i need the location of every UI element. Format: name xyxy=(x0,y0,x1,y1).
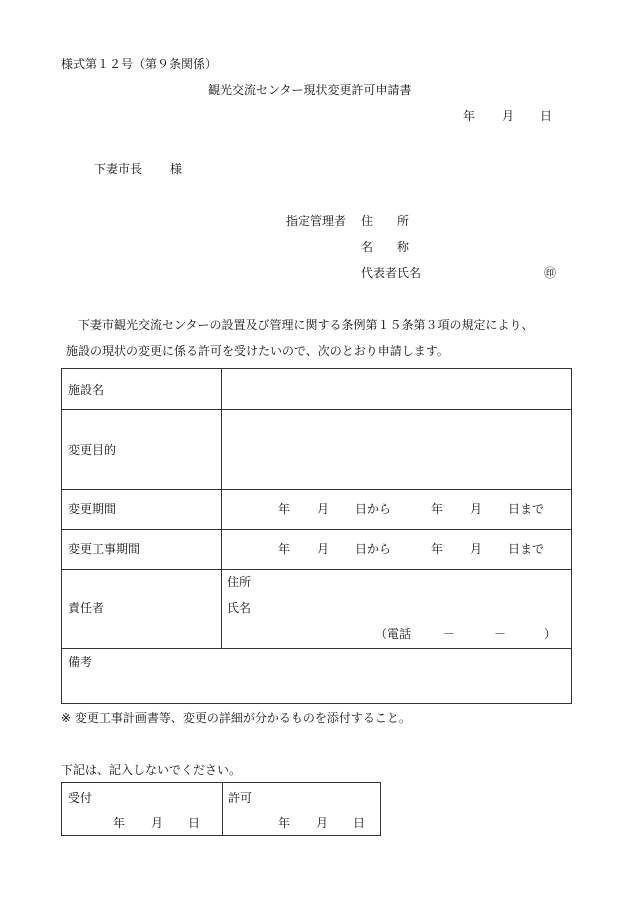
phone-dash: － xyxy=(443,627,456,641)
responsible-address-label: 住所 xyxy=(227,575,252,589)
addressee-honorific: 様 xyxy=(170,162,183,176)
applicant-address-label: 住 所 xyxy=(361,214,410,228)
work-to-year: 年 xyxy=(431,542,444,556)
facility-name-label: 施設名 xyxy=(68,383,105,397)
period-to-year: 年 xyxy=(431,502,444,516)
work-from-day: 日から xyxy=(355,542,392,556)
remarks-label: 備考 xyxy=(68,655,93,669)
intro-line-1: 下妻市観光交流センターの設置及び管理に関する条例第１５条第３項の規定により、 xyxy=(78,318,534,332)
period-from-day: 日から xyxy=(355,502,392,516)
work-from-year: 年 xyxy=(278,542,291,556)
work-to-month: 月 xyxy=(470,542,483,556)
applicant-name-label: 名 称 xyxy=(361,240,410,254)
phone-close: ） xyxy=(544,627,557,641)
period-from-year: 年 xyxy=(278,502,291,516)
period-from-month: 月 xyxy=(317,502,330,516)
period-to-month: 月 xyxy=(470,502,483,516)
row-divider xyxy=(62,489,571,490)
addressee-name: 下妻市長 xyxy=(94,162,143,176)
intro-line-2: 施設の現状の変更に係る許可を受けたいので、次のとおり申請します。 xyxy=(66,344,449,358)
responsible-label: 責任者 xyxy=(68,601,105,615)
permit-day: 日 xyxy=(353,816,366,830)
work-to-day: 日まで xyxy=(508,542,545,556)
application-table xyxy=(61,368,572,704)
row-divider xyxy=(62,648,571,649)
work-period-label: 変更工事期間 xyxy=(68,542,141,556)
applicant-representative-label: 代表者氏名 xyxy=(361,266,422,280)
office-use-table xyxy=(61,782,381,836)
row-divider xyxy=(62,529,571,530)
office-use-instruction: 下記は、記入しないでください。 xyxy=(61,763,242,777)
date-day: 日 xyxy=(540,109,553,123)
date-month: 月 xyxy=(502,109,515,123)
applicant-role: 指定管理者 xyxy=(286,214,347,228)
permit-label: 許可 xyxy=(228,791,253,805)
work-from-month: 月 xyxy=(317,542,330,556)
document-title: 観光交流センター現状変更許可申請書 xyxy=(208,83,412,97)
permit-year: 年 xyxy=(278,816,291,830)
seal-mark: ㊞ xyxy=(544,266,557,280)
received-day: 日 xyxy=(188,816,201,830)
received-year: 年 xyxy=(113,816,126,830)
received-month: 月 xyxy=(151,816,164,830)
change-period-label: 変更期間 xyxy=(68,502,117,516)
purpose-label: 変更目的 xyxy=(68,443,117,457)
received-label: 受付 xyxy=(68,791,93,805)
column-divider xyxy=(222,783,223,835)
phone-dash: － xyxy=(494,627,507,641)
phone-label: （電話 xyxy=(375,627,412,641)
attachment-note: ※ 変更工事計画書等、変更の詳細が分かるものを添付すること。 xyxy=(61,711,411,725)
column-divider xyxy=(221,369,222,648)
permit-month: 月 xyxy=(316,816,329,830)
responsible-name-label: 氏名 xyxy=(227,601,252,615)
row-divider xyxy=(62,409,571,410)
period-to-day: 日まで xyxy=(508,502,545,516)
date-year: 年 xyxy=(463,109,476,123)
form-number: 様式第１２号（第９条関係） xyxy=(61,57,218,71)
row-divider xyxy=(62,569,571,570)
